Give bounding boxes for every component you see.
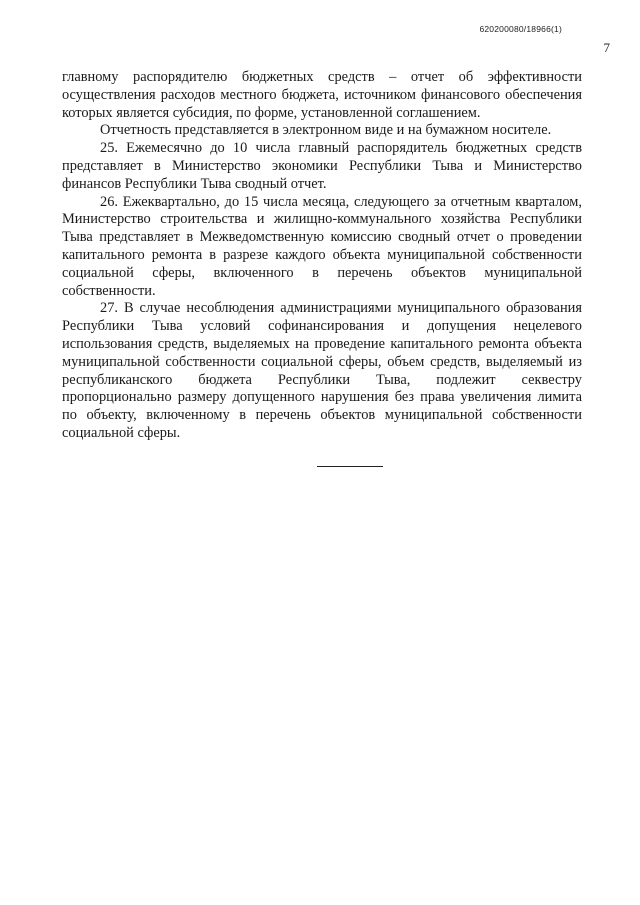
- end-of-document-rule: [317, 466, 383, 467]
- page-number: 7: [603, 40, 610, 55]
- paragraph-item-25: 25. Ежемесячно до 10 числа главный распорядитель бюджетных средств представляет в Министерство экономики Республики Тыва и Министерство финансов Республики Тыва сводный отчет.: [62, 140, 582, 192]
- paragraph-continuation: главному распорядителю бюджетных средств – отчет об эффективности осуществления расходов местного бюджета, источником финансового обеспечения которых является субсидия, по форме, установленной соглашением.: [62, 69, 582, 121]
- document-registration-number: 620200080/18966(1): [479, 24, 562, 34]
- paragraph-reporting-format: Отчетность представляется в электронном виде и на бумажном носителе.: [100, 122, 552, 139]
- paragraph-item-26: 26. Ежеквартально, до 15 числа месяца, следующего за отчетным кварталом, Министерство строительства и жилищно-коммунального хозяйства Республики Тыва представляет в Межведомственную комиссию сводный отчет о проведении капитального ремонта в разрезе каждого объекта муниципальной собственности социальной сферы, включенного в перечень объектов муниципальной собственности.: [62, 193, 582, 299]
- document-body: [62, 69, 582, 443]
- paragraph-item-27: 27. В случае несоблюдения администрациями муниципального образования Республики Тыва условий софинансирования и допущения нецелевого использования средств, выделяемых на проведение капитального ремонта объекта муниципальной собственности социальной сферы, объем средств, выделяемый из республиканского бюджета Республики Тыва, подлежит секвестру пропорционально размеру допущенного нарушения без права увеличения лимита по объекту, включенному в перечень объектов муниципальной собственности социальной сферы.: [62, 300, 582, 441]
